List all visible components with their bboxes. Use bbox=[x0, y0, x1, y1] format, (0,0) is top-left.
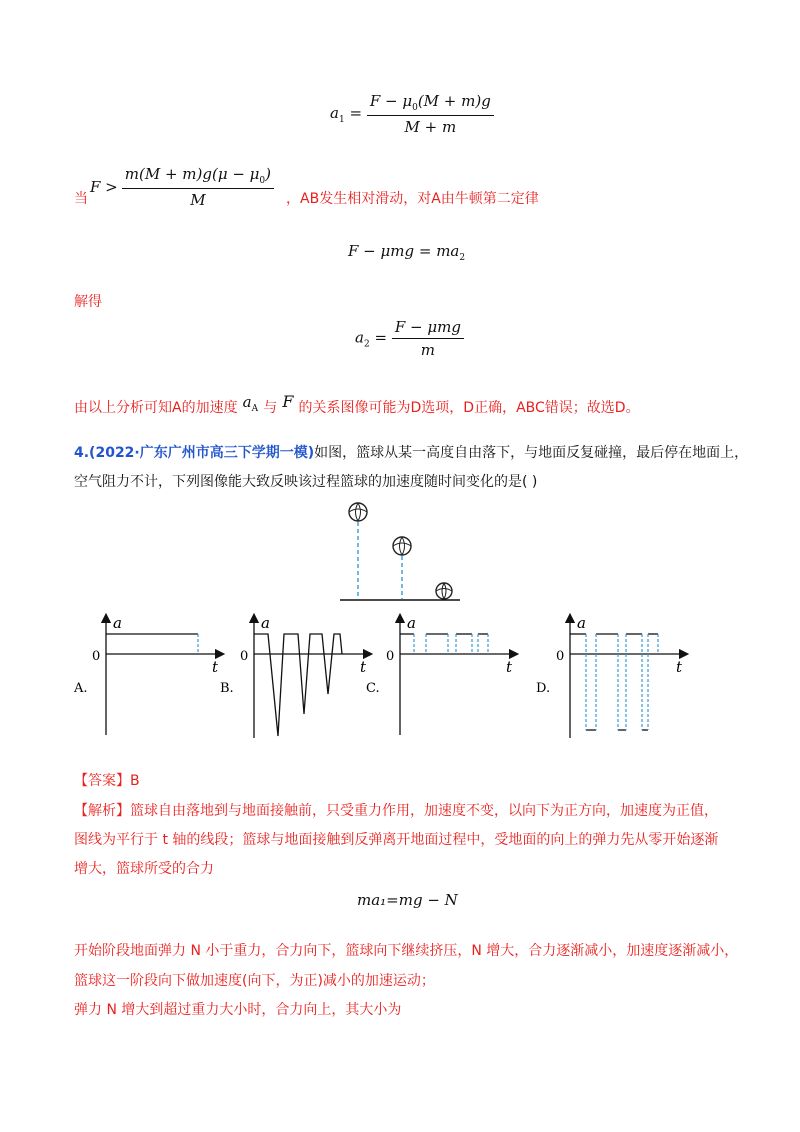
question-line2: 空气阻力不计，下列图像能大致反映该过程篮球的加速度随时间变化的是( ) bbox=[74, 474, 538, 490]
ball-mid bbox=[393, 537, 411, 555]
conclusion-part2: 与 bbox=[263, 400, 278, 416]
conclusion-symbol-f: F bbox=[282, 392, 294, 411]
graph-d-dashes bbox=[586, 634, 658, 730]
conclusion-sym-a: a bbox=[242, 393, 252, 411]
equation-newton bbox=[348, 242, 465, 263]
eq2-text: F − μmg = ma bbox=[348, 242, 460, 260]
graph-b-zero: 0 bbox=[240, 649, 249, 664]
question-line1 bbox=[74, 442, 748, 462]
cond-denominator: M bbox=[190, 191, 206, 209]
graph-b-axis-y-label: a bbox=[261, 614, 270, 632]
conclusion-symbol-a bbox=[242, 393, 259, 414]
eq1-denominator: M + m bbox=[404, 118, 457, 136]
graph-d bbox=[534, 610, 694, 740]
graph-c-axis-y-label: a bbox=[407, 614, 416, 632]
graph-a-option-label: A. bbox=[74, 681, 88, 696]
cond-f: F > bbox=[90, 178, 118, 196]
graph-a-zero: 0 bbox=[92, 649, 101, 664]
eq1-fraction bbox=[367, 92, 494, 136]
graph-a-axis-x-label: t bbox=[212, 658, 219, 676]
cond-fraction bbox=[122, 165, 274, 209]
graph-a bbox=[70, 610, 230, 740]
analysis-label: 【解析】 bbox=[74, 803, 130, 819]
eq1-lhs-sub: 1 bbox=[338, 115, 345, 125]
eq3-equals: = bbox=[374, 328, 388, 347]
eq1-equals: = bbox=[349, 104, 363, 122]
solve-label: 解得 bbox=[74, 294, 102, 310]
analysis-line4: 开始阶段地面弹力 N 小于重力，合力向下，篮球向下继续挤压，N 增大，合力逐渐减小，加速度逐渐减小， bbox=[74, 943, 739, 959]
cond-suffix: ，AB发生相对滑动，对A由牛顿第二定律 bbox=[286, 191, 539, 207]
graph-b-option-label: B. bbox=[220, 681, 234, 696]
eq1-num-text: F − μ bbox=[369, 92, 413, 110]
eq1-lhs: a bbox=[330, 104, 339, 122]
conclusion-sym-sub: A bbox=[251, 404, 259, 414]
eq2-sub: 2 bbox=[459, 253, 466, 263]
graph-d-segments bbox=[570, 634, 658, 730]
ball-high bbox=[349, 503, 367, 521]
question-source: 4.(2022·广东广州市高三下学期一模) bbox=[74, 445, 315, 461]
equation-a1 bbox=[330, 92, 494, 136]
answer-line bbox=[74, 770, 140, 790]
conclusion-part3: 的关系图像可能为D选项，D正确，ABC错误；故选D。 bbox=[298, 400, 640, 416]
question-text-1: 如图，篮球从某一高度自由落下，与地面反复碰撞，最后停在地面上， bbox=[314, 445, 749, 461]
graph-b bbox=[218, 610, 378, 740]
condition-line bbox=[74, 165, 539, 209]
cond-numerator bbox=[122, 165, 274, 189]
graph-d-option-label: D. bbox=[536, 681, 551, 696]
graph-d-zero: 0 bbox=[556, 649, 565, 664]
cond-num-sub: 0 bbox=[259, 176, 266, 186]
eq3-denominator: m bbox=[420, 341, 435, 359]
eq3-fraction bbox=[392, 318, 464, 359]
graph-d-axis-y-label: a bbox=[577, 614, 586, 632]
basketball-figure bbox=[330, 495, 470, 605]
conclusion-line bbox=[74, 392, 640, 419]
eq1-num-sub: 0 bbox=[412, 103, 418, 113]
graph-c-dashes bbox=[414, 634, 488, 654]
analysis-line3: 增大，篮球所受的合力 bbox=[74, 861, 214, 877]
equation-a2 bbox=[355, 318, 464, 359]
cond-num-tail: ) bbox=[265, 165, 272, 183]
analysis-text-1: 篮球自由落地到与地面接触前，只受重力作用，加速度不变，以向下为正方向，加速度为正值， bbox=[130, 803, 718, 819]
analysis-line2: 图线为平行于 t 轴的线段；篮球与地面接触到反弹离开地面过程中，受地面的向上的弹力先从零开始逐渐 bbox=[74, 832, 719, 848]
analysis-line6: 弹力 N 增大到超过重力大小时，合力向上，其大小为 bbox=[74, 1002, 402, 1018]
analysis-line5: 篮球这一阶段向下做加速度(向下，为正)减小的加速运动； bbox=[74, 973, 435, 989]
eq3-numerator: F − μmg bbox=[392, 318, 464, 339]
cond-num-text: m(M + m)g(μ − μ bbox=[124, 165, 260, 183]
cond-prefix: 当 bbox=[74, 191, 88, 207]
eq3-lhs-sub: 2 bbox=[363, 339, 370, 350]
answer-value: B bbox=[130, 773, 140, 789]
eq1-num-tail: (M + m)g bbox=[417, 92, 491, 110]
graph-c-option-label: C. bbox=[366, 681, 380, 696]
eq3-lhs: a bbox=[355, 328, 364, 347]
analysis-line1 bbox=[74, 800, 718, 820]
graph-d-axis-x-label: t bbox=[676, 658, 683, 676]
graph-c-axis-x-label: t bbox=[506, 658, 513, 676]
graph-a-axis-y-label: a bbox=[113, 614, 122, 632]
analysis-equation: ma₁=mg − N bbox=[357, 891, 458, 909]
graph-b-axis-x-label: t bbox=[360, 658, 367, 676]
graph-c bbox=[364, 610, 524, 740]
ball-low bbox=[436, 583, 452, 599]
answer-label: 【答案】 bbox=[74, 773, 130, 789]
eq1-numerator bbox=[367, 92, 494, 116]
graph-c-zero: 0 bbox=[386, 649, 395, 664]
conclusion-part1: 由以上分析可知A的加速度 bbox=[74, 400, 238, 416]
graph-b-line bbox=[254, 634, 342, 736]
